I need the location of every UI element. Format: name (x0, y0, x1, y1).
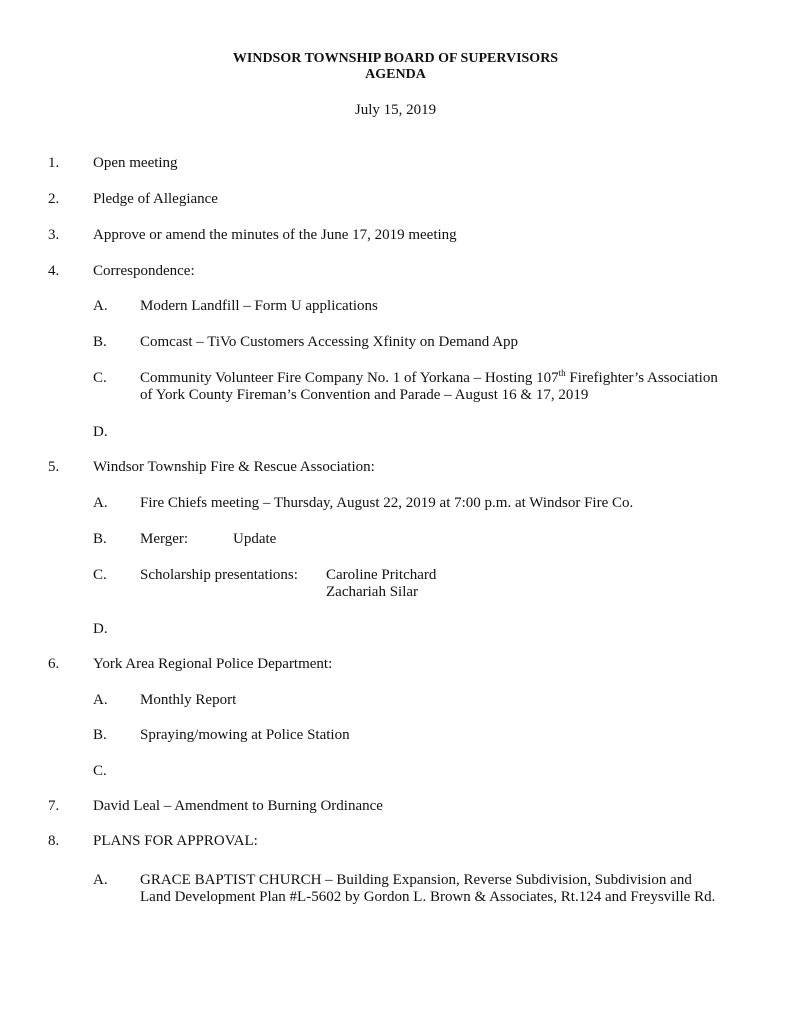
sub-item-label: Scholarship presentations: (140, 567, 298, 583)
item-number: 8. (48, 833, 60, 849)
agenda-item-text: Correspondence: (93, 263, 195, 279)
sub-item-letter: B. (93, 334, 107, 350)
sub-item-value: Update (233, 531, 277, 547)
agenda-item-text: Windsor Township Fire & Rescue Association: (93, 459, 375, 475)
agenda-item-text: Open meeting (93, 155, 178, 171)
item-number: 3. (48, 227, 60, 243)
scholarship-name: Zachariah Silar (326, 584, 419, 600)
agenda-item-text: PLANS FOR APPROVAL: (93, 833, 258, 849)
sub-item-letter: A. (93, 692, 108, 708)
sub-item-label: Merger: (140, 531, 189, 547)
document-subtitle: AGENDA (365, 67, 426, 82)
sub-item-letter: D. (93, 621, 108, 637)
item-number: 6. (48, 656, 60, 672)
sub-item-text: Comcast – TiVo Customers Accessing Xfinity on Demand App (140, 334, 519, 350)
sub-item-text: Land Development Plan #L-5602 by Gordon L. Brown & Associates, Rt.124 and Freysville Rd. (140, 889, 716, 905)
sub-item-letter: C. (93, 370, 107, 386)
scholarship-name: Caroline Pritchard (326, 567, 437, 583)
agenda-item-text: David Leal – Amendment to Burning Ordinance (93, 798, 383, 814)
agenda-item-text: York Area Regional Police Department: (93, 656, 333, 672)
sub-item-text: Spraying/mowing at Police Station (140, 727, 350, 743)
item-number: 4. (48, 263, 60, 279)
sub-item-letter: D. (93, 424, 108, 440)
sub-item-letter: A. (93, 872, 108, 888)
document-title: WINDSOR TOWNSHIP BOARD OF SUPERVISORS (232, 51, 559, 66)
sub-item-letter: C. (93, 567, 107, 583)
meeting-date: July 15, 2019 (354, 102, 437, 118)
item-number: 2. (48, 191, 60, 207)
item-number: 5. (48, 459, 60, 475)
sub-item-text: of York County Fireman’s Convention and Parade – August 16 & 17, 2019 (140, 387, 589, 403)
sub-item-text: GRACE BAPTIST CHURCH – Building Expansion, Reverse Subdivision, Subdivision and (140, 872, 692, 888)
item-number: 7. (48, 798, 60, 814)
sub-item-text: Modern Landfill – Form U applications (140, 298, 378, 314)
agenda-item-text: Pledge of Allegiance (93, 191, 218, 207)
sub-item-letter: C. (93, 763, 107, 779)
agenda-item-text: Approve or amend the minutes of the June 17, 2019 meeting (93, 227, 457, 243)
sub-item-letter: B. (93, 531, 107, 547)
sub-item-text: Fire Chiefs meeting – Thursday, August 22, 2019 at 7:00 p.m. at Windsor Fire Co. (140, 495, 634, 511)
item-number: 1. (48, 155, 60, 171)
sub-item-letter: A. (93, 495, 108, 511)
sub-item-text: Community Volunteer Fire Company No. 1 of Yorkana – Hosting 107th Firefighter’s Association (140, 368, 718, 386)
sub-item-letter: B. (93, 727, 107, 743)
sub-item-text: Monthly Report (140, 692, 237, 708)
sub-item-letter: A. (93, 298, 108, 314)
